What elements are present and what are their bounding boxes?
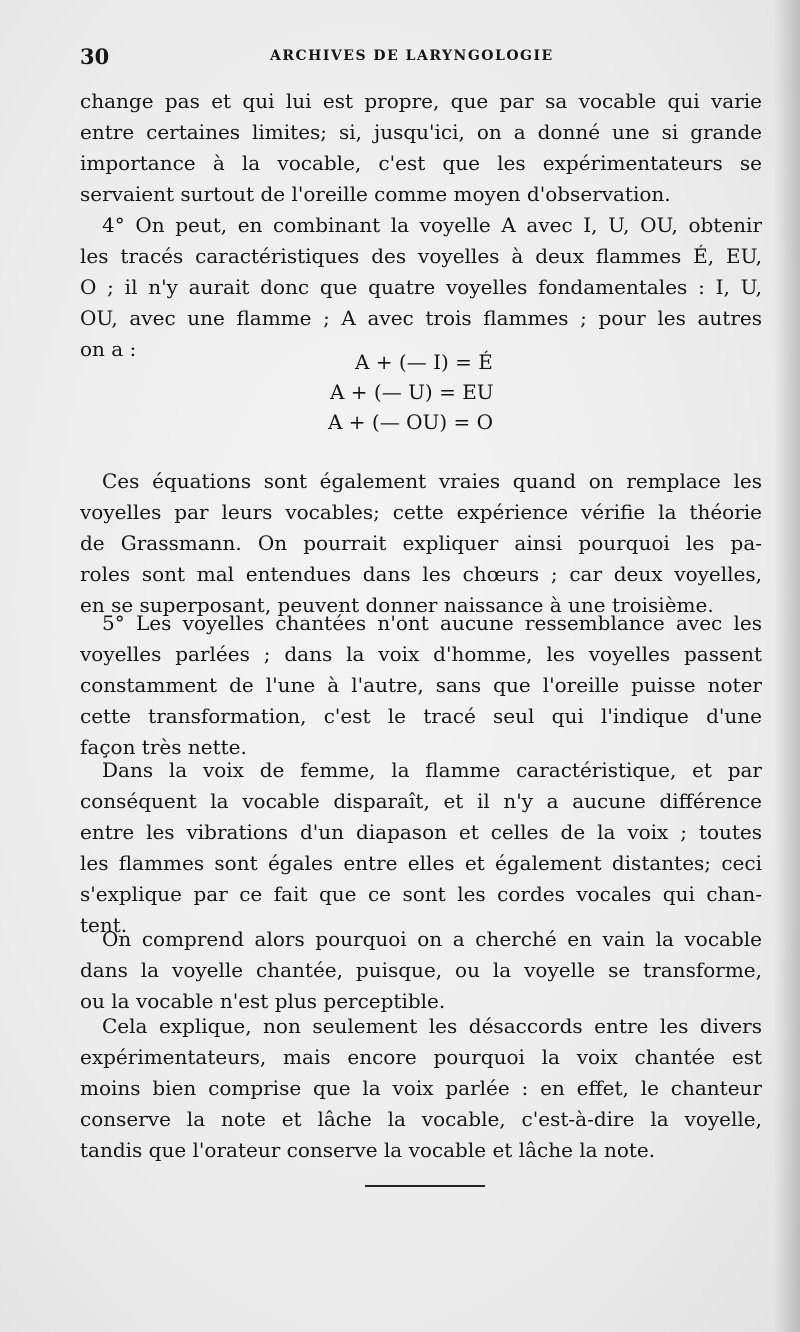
text-line: voyelles parlées ; dans la voix d'homme, les voyelles passent <box>80 642 762 666</box>
text-line: de Grassmann. On pourrait expliquer ainsi pourquoi les pa- <box>80 531 762 555</box>
text-line: on a : <box>80 337 137 361</box>
text-line: Dans la voix de femme, la flamme caractéristique, et par <box>102 758 762 782</box>
paragraph-5 <box>80 608 762 763</box>
text-line: conserve la note et lâche la vocable, c'est-à-dire la voyelle, <box>80 1107 762 1131</box>
equation-block <box>300 347 540 437</box>
text-line: expérimentateurs, mais encore pourquoi la voix chantée est <box>80 1045 762 1069</box>
paragraph-equations <box>80 466 762 621</box>
text-line: Ces équations sont également vraies quand on remplace les <box>102 469 762 493</box>
text-line: moins bien comprise que la voix parlée : en effet, le chanteur <box>80 1076 762 1100</box>
running-title: ARCHIVES DE LARYNGOLOGIE <box>270 48 554 64</box>
paragraph-femme <box>80 755 762 941</box>
text-line: servaient surtout de l'oreille comme moyen d'observation. <box>80 182 671 206</box>
text-line: ou la vocable n'est plus perceptible. <box>80 989 446 1013</box>
text-line: dans la voyelle chantée, puisque, ou la voyelle se transforme, <box>80 958 762 982</box>
paragraph-intro <box>80 86 762 210</box>
text-line: cette transformation, c'est le tracé seul qui l'indique d'une <box>80 704 762 728</box>
text-line: conséquent la vocable disparaît, et il n'y a aucune différence <box>80 789 762 813</box>
text-line: tandis que l'orateur conserve la vocable et lâche la note. <box>80 1138 656 1162</box>
text-line: 5° Les voyelles chantées n'ont aucune ressemblance avec les <box>102 611 762 635</box>
text-line: roles sont mal entendues dans les chœurs ; car deux voyelles, <box>80 562 762 586</box>
text-line: entre les vibrations d'un diapason et celles de la voix ; toutes <box>80 820 762 844</box>
page-number: 30 <box>80 44 110 69</box>
equation: A + (— U) = EU <box>330 380 494 404</box>
text-line: 4° On peut, en combinant la voyelle A avec I, U, OU, obtenir <box>102 213 762 237</box>
text-line: s'explique par ce fait que ce sont les cordes vocales qui chan- <box>80 882 762 906</box>
text-line: tent. <box>80 913 128 937</box>
end-separator-rule <box>365 1185 485 1187</box>
text-line: les tracés caractéristiques des voyelles à deux flammes É, EU, <box>80 244 762 268</box>
text-line: voyelles par leurs vocables; cette expérience vérifie la théorie <box>80 500 762 524</box>
equation: A + (— OU) = O <box>328 410 493 434</box>
text-line: OU, avec une flamme ; A avec trois flammes ; pour les autres <box>80 306 762 330</box>
text-line: Cela explique, non seulement les désaccords entre les divers <box>102 1014 762 1038</box>
equation: A + (— I) = É <box>355 350 493 374</box>
paragraph-4 <box>80 210 762 365</box>
text-line: change pas et qui lui est propre, que par sa vocable qui varie <box>80 89 762 113</box>
text-line: façon très nette. <box>80 735 247 759</box>
paragraph-cela <box>80 1011 762 1166</box>
text-line: O ; il n'y aurait donc que quatre voyelles fondamentales : I, U, <box>80 275 762 299</box>
text-line: les flammes sont égales entre elles et également distantes; ceci <box>80 851 762 875</box>
text-line: en se superposant, peuvent donner naissance à une troisième. <box>80 593 714 617</box>
paragraph-comprend <box>80 924 762 1017</box>
text-line: entre certaines limites; si, jusqu'ici, on a donné une si grande <box>80 120 762 144</box>
text-line: importance à la vocable, c'est que les expérimentateurs se <box>80 151 762 175</box>
text-line: On comprend alors pourquoi on a cherché en vain la vocable <box>102 927 762 951</box>
page-header <box>80 44 762 72</box>
text-line: constamment de l'une à l'autre, sans que l'oreille puisse noter <box>80 673 762 697</box>
